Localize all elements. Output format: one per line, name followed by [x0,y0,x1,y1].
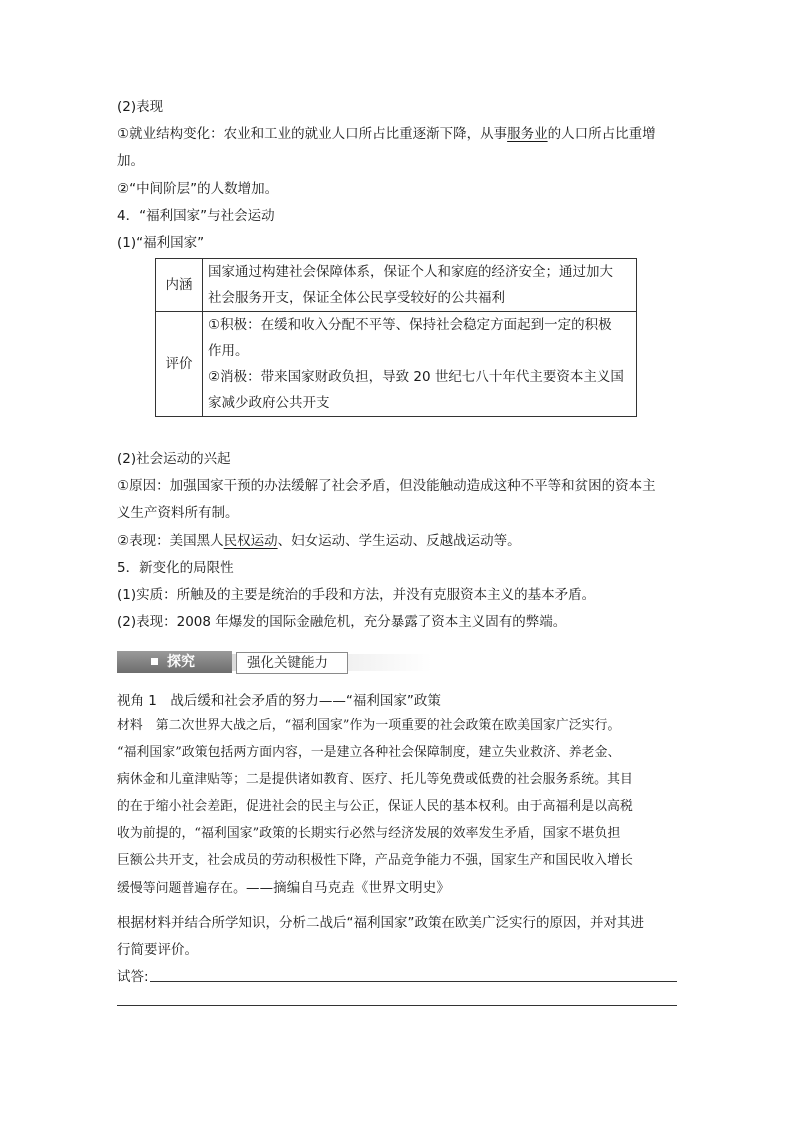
paragraph-employment-change: ①就业结构变化：农业和工业的就业人口所占比重逐渐下降，从事服务业的人口所占比重增 [117,126,656,142]
table-cell: 国家通过构建社会保障体系，保证个人和家庭的经济安全；通过加大 社会服务开支，保证全体公民享受较好的公共福利 [203,259,637,312]
section-heading-5: 5．新变化的局限性 [117,560,234,576]
subheading-performance: (2)表现 [117,99,164,115]
paragraph-middle-class: ②“中间阶层”的人数增加。 [117,181,279,197]
underlined-term: 民权运动 [223,533,278,549]
paragraph-continuation: 加。 [117,153,144,169]
welfare-state-table [155,258,637,417]
answer-line[interactable] [150,981,677,982]
banner-title: 探究 [167,654,195,670]
paragraph-essence: (1)实质：所触及的主要是统治的手段和方法，并没有克服资本主义的基本矛盾。 [117,587,596,603]
table-header-cell: 评价 [156,312,203,417]
answer-line[interactable] [117,1005,677,1006]
answer-label: 试答: [117,969,149,985]
perspective-title: 视角 1 战后缓和社会矛盾的努力——“福利国家”政策 [117,693,441,709]
question-text: 行简要评价。 [117,942,198,958]
table-cell: ①积极：在缓和收入分配不平等、保持社会稳定方面起到一定的积极 作用。 ②消极：带来国家财政负担，导致 20 世纪七八十年代主要资本主义国 家减少政府公共开支 [203,312,637,417]
material-text: “福利国家”政策包括两方面内容，一是建立各种社会保障制度，建立失业救济、养老金、 [117,745,621,760]
material-text: 收为前提的，“福利国家”政策的长期实行必然与经济发展的效率发生矛盾，国家不堪负担 [117,826,621,841]
table-row [156,259,637,312]
banner-subtitle: 强化关键能力 [247,655,328,671]
source-citation: ——摘编自马克垚《世界文明史》 [245,880,450,896]
material-text: 材料 第二次世界大战之后，“福利国家”作为一项重要的社会政策在欧美国家广泛实行。 [117,718,621,733]
material-text: 病休金和儿童津贴等；二是提供诸如教育、医疗、托儿等免费或低费的社会服务系统。其目 [117,772,633,787]
material-text: 缓慢等问题普遍存在。——摘编自马克垚《世界文明史》 [117,880,450,896]
question-text: 根据材料并结合所学知识，分析二战后“福利国家”政策在欧美广泛实行的原因，并对其进 [117,915,644,931]
paragraph-movements: ②表现：美国黑人民权运动、妇女运动、学生运动、反越战运动等。 [117,533,521,549]
section-heading-4: 4．“福利国家”与社会运动 [117,208,275,224]
square-bullet-icon [151,658,158,665]
table-row [156,312,637,417]
paragraph-cause: ①原因：加强国家干预的办法缓解了社会矛盾，但没能触动造成这种不平等和贫困的资本主 [117,478,656,494]
table-header-cell: 内涵 [156,259,203,312]
underlined-term: 服务业 [507,126,548,142]
paragraph-continuation: 义生产资料所有制。 [117,505,239,521]
subheading-social-movements: (2)社会运动的兴起 [117,451,231,467]
subheading-welfare-state: (1)“福利国家” [117,235,205,251]
material-text: 的在于缩小社会差距，促进社会的民主与公正，保证人民的基本权利。由于高福利是以高税 [117,799,633,814]
material-text: 巨额公共开支，社会成员的劳动积极性下降，产品竞争能力不强，国家生产和国民收入增长 [117,853,633,868]
paragraph-manifestation: (2)表现：2008 年爆发的国际金融危机，充分暴露了资本主义固有的弊端。 [117,614,567,630]
section-banner [117,650,432,674]
